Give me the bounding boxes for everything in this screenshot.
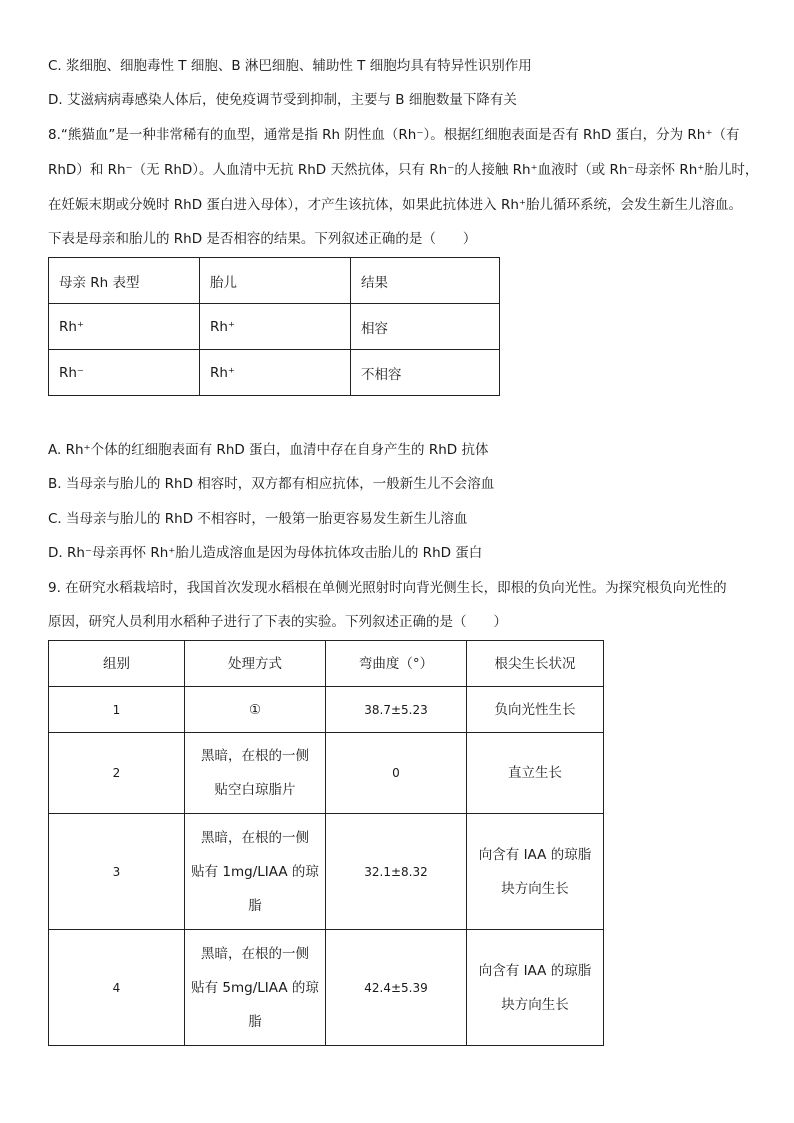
table-row [49,814,604,930]
cell-line: 贴有 1mg/LIAA 的琼 [191,863,319,880]
table-header-cell: 结果 [351,258,500,304]
question-9-line-1: 9. 在研究水稻栽培时，我国首次发现水稻根在单侧光照射时向背光侧生长，即根的负向光性。为探究根负向光性的 [48,580,727,596]
cell-line: 块方向生长 [501,880,569,897]
cell-line: 黑暗，在根的一侧 [201,829,309,846]
table-cell: ① [185,687,326,733]
question-8-line-2: RhD）和 Rh⁻（无 RhD）。人血清中无抗 RhD 天然抗体，只有 Rh⁻的人接触 Rh⁺血液时（或 Rh⁻母亲怀 Rh⁺胎儿时， [48,162,759,178]
table-cell [467,814,604,930]
option-a-q8: A. Rh⁺个体的红细胞表面有 RhD 蛋白，血清中存在自身产生的 RhD 抗体 [48,442,489,458]
table-cell: 直立生长 [467,733,604,814]
cell-line: 贴空白琼脂片 [214,782,296,798]
table-row [49,304,500,350]
cell-line: 块方向生长 [501,996,569,1013]
table-header-cell: 根尖生长状况 [467,641,604,687]
table-cell: Rh⁻ [49,350,200,396]
option-d-q7: D. 艾滋病病毒感染人体后，使免疫调节受到抑制，主要与 B 细胞数量下降有关 [48,92,517,108]
table-cell [185,930,326,1046]
table-header-cell: 胎儿 [200,258,351,304]
question-8-line-1: 8.“熊猫血”是一种非常稀有的血型，通常是指 Rh 阴性血（Rh⁻）。根据红细胞表面是否有 RhD 蛋白，分为 Rh⁺（有 [48,127,740,143]
rh-compatibility-table [48,257,500,396]
option-b-q8: B. 当母亲与胎儿的 RhD 相容时，双方都有相应抗体，一般新生儿不会溶血 [48,476,495,492]
experiment-table [48,640,604,1046]
table-cell: 相容 [351,304,500,350]
table-cell: 不相容 [351,350,500,396]
table-row [49,350,500,396]
table-cell: 1 [49,687,185,733]
table-cell [185,814,326,930]
table-cell [467,930,604,1046]
table-row [49,930,604,1046]
question-9-line-2: 原因，研究人员利用水稻种子进行了下表的实验。下列叙述正确的是（ ） [48,614,507,630]
cell-line: 向含有 IAA 的琼脂 [478,962,592,979]
table-cell: 38.7±5.23 [326,687,467,733]
table-header-cell: 母亲 Rh 表型 [49,258,200,304]
cell-line: 黑暗，在根的一侧 [201,748,309,764]
table-header-row [49,641,604,687]
table-cell: Rh⁺ [200,350,351,396]
table-header-row [49,258,500,304]
option-c-q7: C. 浆细胞、细胞毒性 T 细胞、B 淋巴细胞、辅助性 T 细胞均具有特异性识别作用 [48,58,532,74]
option-c-q8: C. 当母亲与胎儿的 RhD 不相容时，一般第一胎更容易发生新生儿溶血 [48,511,468,527]
cell-line: 脂 [248,897,262,914]
table-cell: 3 [49,814,185,930]
table-cell: 0 [326,733,467,814]
table-cell: Rh⁺ [200,304,351,350]
table-cell: 32.1±8.32 [326,814,467,930]
question-8-line-3: 在妊娠末期或分娩时 RhD 蛋白进入母体），才产生该抗体，如果此抗体进入 Rh⁺胎儿循环系统，会发生新生儿溶血。 [48,197,743,213]
table-header-cell: 弯曲度（°） [326,641,467,687]
table-cell [185,733,326,814]
cell-line: 脂 [248,1013,262,1030]
question-8-line-4: 下表是母亲和胎儿的 RhD 是否相容的结果。下列叙述正确的是（ ） [48,231,477,247]
table-header-cell: 组别 [49,641,185,687]
table-row [49,733,604,814]
option-d-q8: D. Rh⁻母亲再怀 Rh⁺胎儿造成溶血是因为母体抗体攻击胎儿的 RhD 蛋白 [48,545,483,561]
table-cell: Rh⁺ [49,304,200,350]
table-header-cell: 处理方式 [185,641,326,687]
table-cell: 2 [49,733,185,814]
cell-line: 向含有 IAA 的琼脂 [478,846,592,863]
cell-line: 贴有 5mg/LIAA 的琼 [191,979,319,996]
table-cell: 4 [49,930,185,1046]
table-row [49,687,604,733]
cell-line: 黑暗，在根的一侧 [201,945,309,962]
table-cell: 负向光性生长 [467,687,604,733]
table-cell: 42.4±5.39 [326,930,467,1046]
